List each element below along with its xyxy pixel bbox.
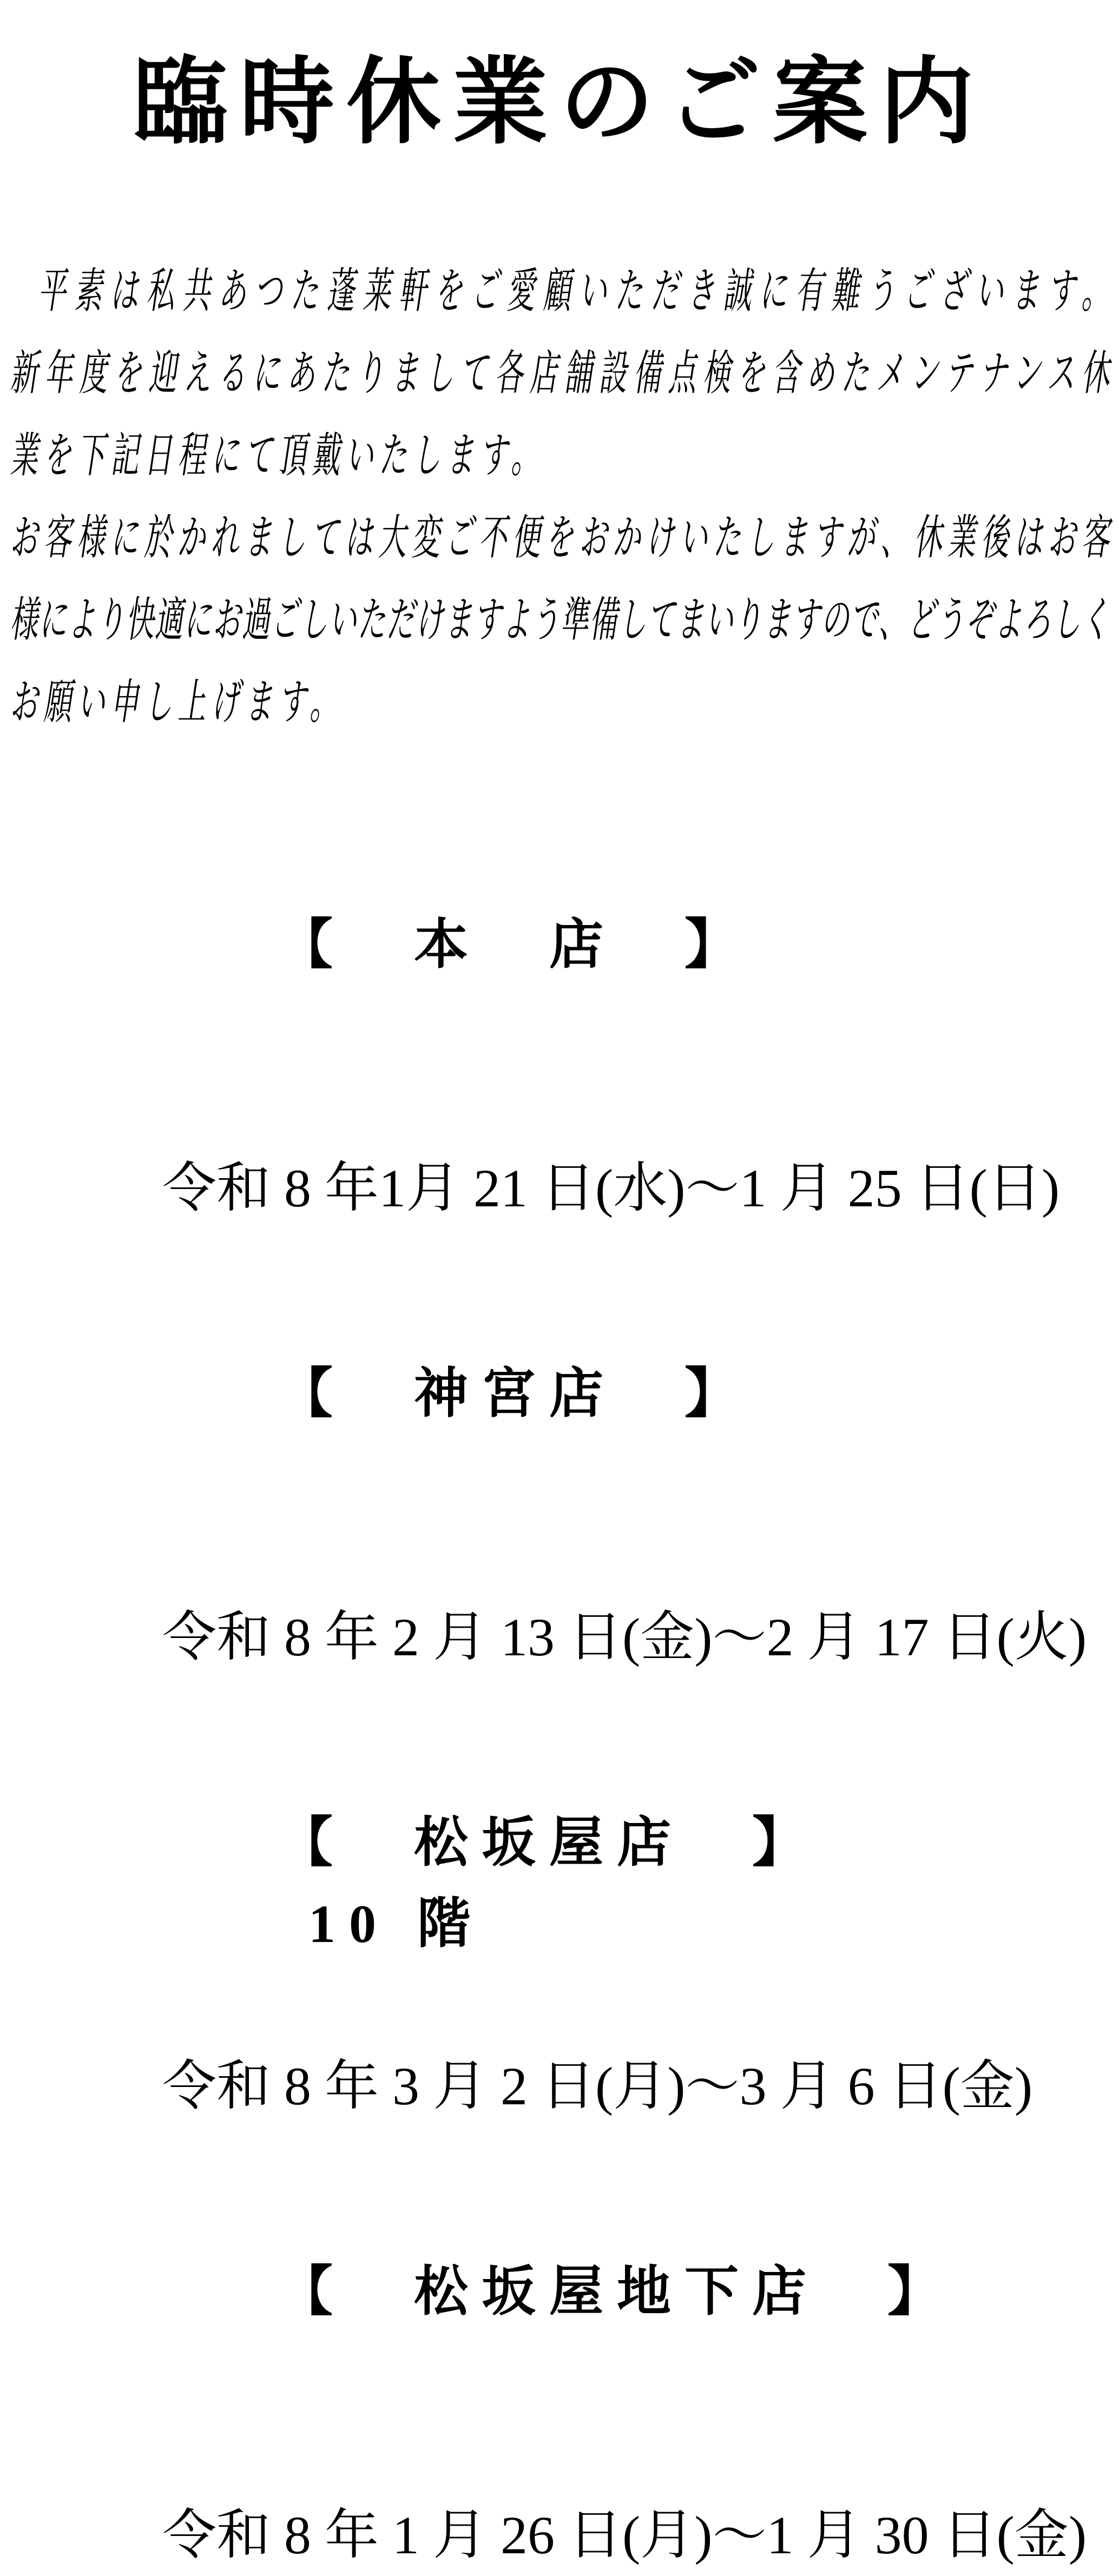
page-title: 臨時休業のご案内 [133, 50, 986, 155]
store-name: 【 本 店 】 [279, 915, 752, 975]
section-matsuzakaya [62, 1721, 1119, 2127]
store-header-jingu [62, 1272, 1119, 1597]
body-line-5: 様により快適にお過ごしいただけますよう準備してまいりますので、どうぞよろしく [10, 595, 1109, 648]
store-header-matsuzakaya-chika [62, 2170, 1119, 2495]
store-header-matsuzakaya [62, 1721, 1119, 2046]
body-line-2: 新年度を迎えるにあたりまして各店舗設備点検を含めたメンテナンス休 [10, 348, 1109, 401]
section-matsuzakaya-chika [62, 2170, 1119, 2576]
body-line-6: お願い申し上げます。 [10, 677, 343, 730]
body-line-3: 業を下記日程にて頂戴いたします。 [10, 430, 544, 483]
closure-dates: 令和 8 年1月 21 日(水)～1 月 25 日(日) [162, 1158, 1060, 1218]
body-line-1: 平素は私共あつた蓬莱軒をご愛顧いただき誠に有難うございます。 [38, 266, 1109, 319]
closure-dates: 令和 8 年 3 月 2 日(月)～3 月 6 日(金) [162, 2056, 1033, 2116]
notice-body [10, 252, 1109, 745]
store-closure-list [62, 823, 1119, 2576]
section-jingu [62, 1272, 1119, 1678]
closure-dates: 令和 8 年 1 月 26 日(月)～1 月 30 日(金) [162, 2505, 1087, 2565]
store-floor-note: 10 階 [308, 1894, 484, 1954]
store-name: 【 松坂屋地下店 】 [279, 2262, 955, 2322]
store-header-honten [62, 823, 1119, 1148]
closure-notice-page [0, 24, 1119, 2565]
section-honten [62, 823, 1119, 1229]
store-name: 【 神宮店 】 [279, 1364, 752, 1424]
body-line-4: お客様に於かれましては大変ご不便をおかけいたしますが、休業後はお客 [10, 512, 1109, 565]
closure-dates: 令和 8 年 2 月 13 日(金)～2 月 17 日(火) [162, 1607, 1087, 1667]
store-name: 【 松坂屋店 】 [279, 1813, 820, 1873]
